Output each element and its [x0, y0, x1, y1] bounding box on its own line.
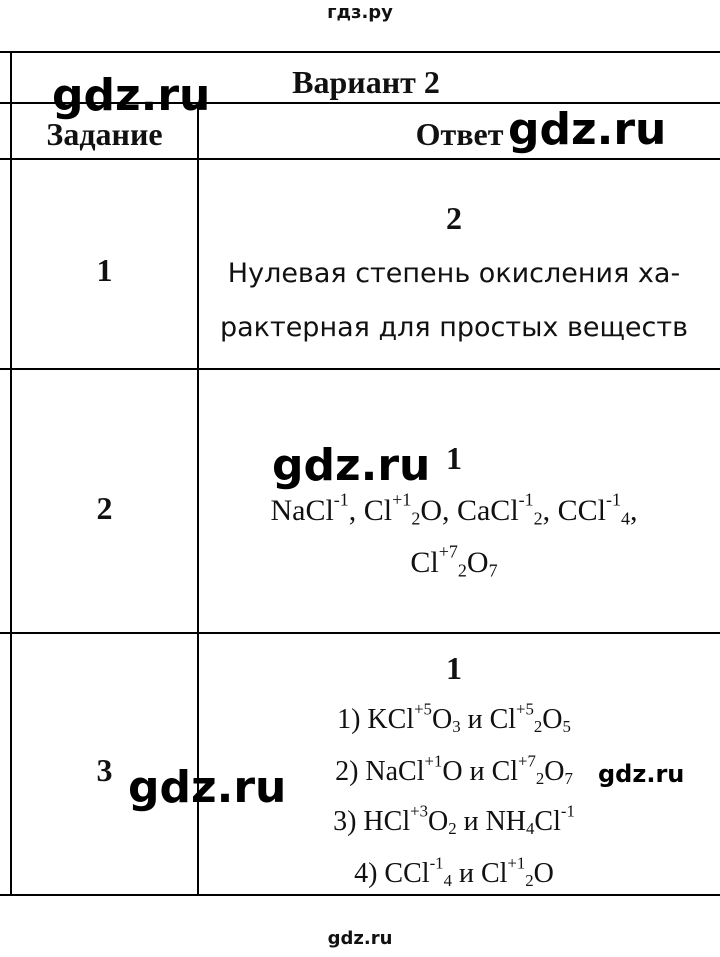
watermark-logo: gdz.ru — [128, 762, 287, 813]
variant-title: Вариант 2 — [292, 64, 440, 100]
answer-explanation-line-1: Нулевая степень окисления ха- — [227, 258, 681, 289]
task-number-1: 1 — [96, 252, 113, 288]
watermark-logo: gdz.ru — [272, 440, 431, 491]
answer-explanation-line-2: рактерная для простых веществ — [219, 312, 689, 343]
column-header-answer: Ответ — [415, 116, 504, 152]
watermark-logo: gdz.ru — [598, 760, 685, 788]
option-3: 3) $HCl^{+3}O_2$ и $NH_4Cl^{-1}$ — [333, 801, 575, 839]
task-number-2: 2 — [96, 490, 113, 526]
task-number-3: 3 — [96, 752, 113, 788]
row2-bottom-border — [0, 632, 720, 634]
header-bottom-border — [0, 158, 720, 160]
site-footer: gdz.ru — [327, 928, 393, 949]
column-header-task: Задание — [46, 116, 163, 152]
table-bottom-border — [0, 894, 720, 896]
oxidation-formula-line-2: $Cl^{+7}_2O_7$ — [410, 541, 498, 581]
option-4: 4) CCl$^{-1}_4$ и $Cl^{+1}_2O$ — [354, 853, 554, 891]
answer-number-3: 1 — [446, 650, 462, 686]
option-1: 1) $KCl^{+5}O_3$ и $Cl^{+5}_2O_5$ — [337, 699, 571, 737]
answer-number-1: 2 — [446, 200, 462, 236]
row1-bottom-border — [0, 368, 720, 370]
option-2: 2) NaCl$^{+1}$O и $Cl^{+7}_2O_7$ — [335, 751, 573, 789]
table-top-border — [0, 51, 720, 53]
answer-number-2: 1 — [446, 440, 462, 476]
oxidation-formula-line-1: NaCl$^{-1}$, $Cl^{+1}_2O$, CaCl$^{-1}_2$, CCl$^{-1}_4$, — [270, 489, 638, 529]
watermark-logo: gdz.ru — [52, 70, 211, 121]
site-header: гдз.ру — [327, 2, 393, 23]
watermark-logo: gdz.ru — [508, 104, 667, 155]
